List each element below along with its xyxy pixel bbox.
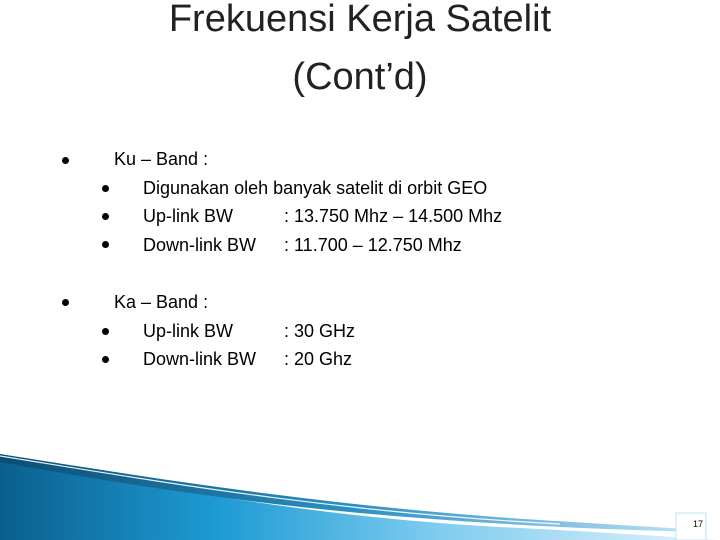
list-item-value: : 30 GHz: [284, 321, 356, 341]
bullet-icon: [102, 185, 109, 192]
page-number: 17: [692, 519, 703, 529]
bullet-icon: [102, 213, 109, 220]
list-item-value: : 11.700 – 12.750 Mhz: [284, 235, 462, 255]
bullet-icon: [62, 299, 69, 306]
list-item-label: Down-link BW: [143, 349, 257, 369]
list-item-value: : 13.750 Mhz – 14.500 Mhz: [284, 206, 503, 226]
list-item-label: Down-link BW: [143, 235, 257, 255]
slide-title-line2: (Cont’d): [292, 56, 428, 98]
slide-title-line1: Frekuensi Kerja Satelit: [168, 0, 552, 40]
list-item-label: Digunakan oleh banyak satelit di orbit GEO: [143, 178, 488, 198]
section-heading: Ku – Band :: [114, 149, 209, 169]
bullet-icon: [102, 328, 109, 335]
list-item-value: : 20 Ghz: [284, 349, 353, 369]
bullet-icon: [102, 356, 109, 363]
bullet-icon: [62, 157, 69, 164]
decorative-swoosh: [0, 440, 720, 540]
bullet-icon: [102, 241, 109, 248]
list-item-label: Up-link BW: [143, 206, 234, 226]
section-heading: Ka – Band :: [114, 292, 209, 312]
list-item-label: Up-link BW: [143, 321, 234, 341]
